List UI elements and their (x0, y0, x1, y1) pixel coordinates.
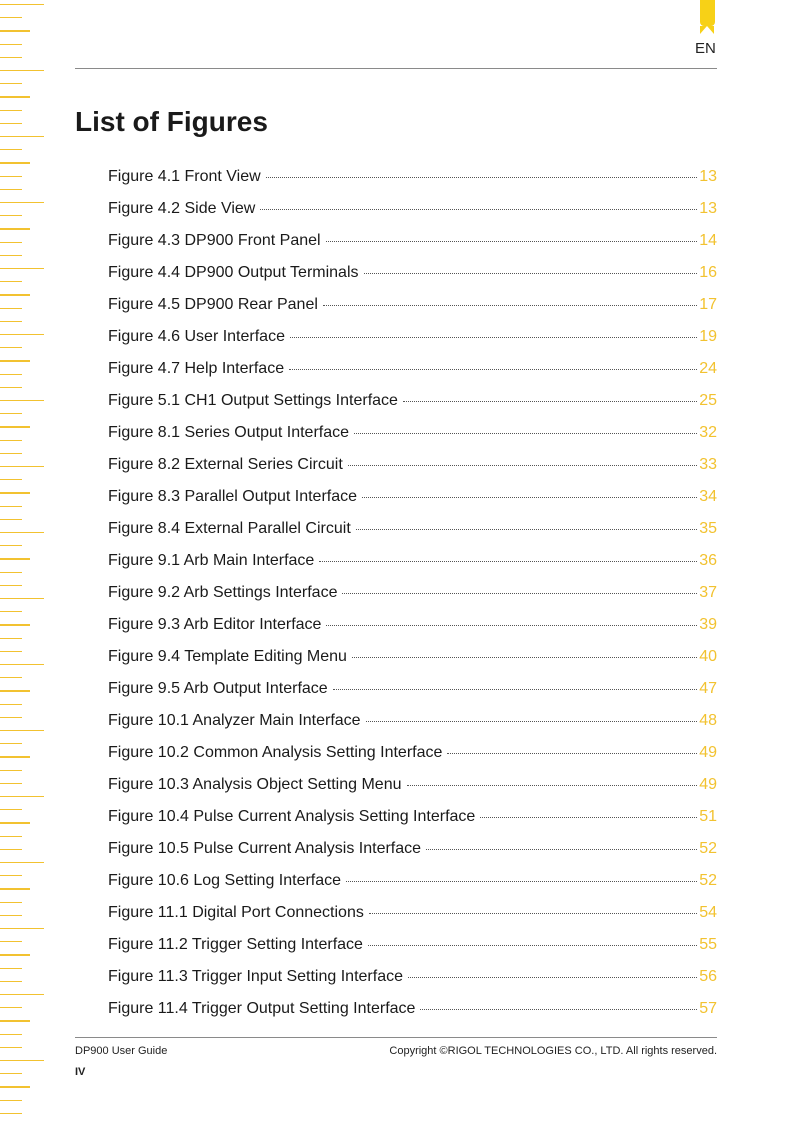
ruler-tick (0, 215, 22, 216)
figure-entry-page[interactable]: 57 (699, 1000, 717, 1017)
figure-entry-page[interactable]: 17 (699, 296, 717, 313)
dot-leader (362, 497, 697, 498)
ruler-tick (0, 255, 22, 256)
ruler-tick (0, 426, 30, 427)
figure-entry-page[interactable]: 13 (699, 200, 717, 217)
figure-entry-label: Figure 9.3 Arb Editor Interface (108, 616, 322, 633)
footer-divider (75, 1037, 717, 1038)
figure-entry-label: Figure 4.2 Side View (108, 200, 256, 217)
ruler-tick (0, 664, 44, 665)
ruler-tick (0, 756, 30, 757)
ruler-tick (0, 374, 22, 375)
footer-document-name: DP900 User Guide (75, 1045, 168, 1057)
ruler-tick (0, 294, 30, 295)
figure-entry-page[interactable]: 36 (699, 552, 717, 569)
dot-leader (426, 849, 697, 850)
ruler-tick (0, 202, 44, 203)
page-edge-ruler (0, 0, 46, 1122)
ruler-tick (0, 968, 22, 969)
figure-entry[interactable] (108, 200, 717, 232)
ruler-tick (0, 453, 22, 454)
ruler-tick (0, 954, 30, 955)
figure-entry-label: Figure 11.1 Digital Port Connections (108, 904, 364, 921)
dot-leader (326, 625, 697, 626)
ruler-tick (0, 677, 22, 678)
figure-entry-page[interactable]: 56 (699, 968, 717, 985)
ruler-tick (0, 572, 22, 573)
ruler-tick (0, 875, 22, 876)
figure-entry-label: Figure 10.5 Pulse Current Analysis Interface (108, 840, 422, 857)
ruler-tick (0, 902, 22, 903)
dot-leader (447, 753, 697, 754)
figure-entry[interactable] (108, 648, 717, 680)
figure-entry-page[interactable]: 16 (699, 264, 717, 281)
figure-entry-label: Figure 4.1 Front View (108, 168, 261, 185)
figure-entry-label: Figure 4.3 DP900 Front Panel (108, 232, 321, 249)
language-tab-marker (700, 0, 715, 26)
ruler-tick (0, 545, 22, 546)
figure-entry[interactable] (108, 168, 717, 200)
figure-entry-page[interactable]: 52 (699, 872, 717, 889)
figure-entry[interactable] (108, 328, 717, 360)
figure-entry[interactable] (108, 424, 717, 456)
figure-entry[interactable] (108, 712, 717, 744)
ruler-tick (0, 17, 22, 18)
ruler-tick (0, 387, 22, 388)
figure-entry-page[interactable]: 13 (699, 168, 717, 185)
footer-copyright: Copyright ©RIGOL TECHNOLOGIES CO., LTD. All rights reserved. (389, 1045, 717, 1057)
ruler-tick (0, 624, 30, 625)
ruler-tick (0, 30, 30, 31)
ruler-tick (0, 1060, 44, 1061)
dot-leader (407, 785, 698, 786)
page-title: List of Figures (75, 106, 268, 137)
figure-entry-page[interactable]: 14 (699, 232, 717, 249)
ruler-tick (0, 717, 22, 718)
dot-leader (369, 913, 697, 914)
dot-leader (368, 945, 697, 946)
ruler-tick (0, 1113, 22, 1114)
ruler-tick (0, 506, 22, 507)
figure-entry-label: Figure 4.5 DP900 Rear Panel (108, 296, 318, 313)
figure-entry-label: Figure 9.5 Arb Output Interface (108, 680, 328, 697)
ruler-tick (0, 176, 22, 177)
ruler-tick (0, 149, 22, 150)
dot-leader (352, 657, 697, 658)
ruler-tick (0, 479, 22, 480)
figure-entry[interactable] (108, 488, 717, 520)
figure-entry-label: Figure 8.2 External Series Circuit (108, 456, 343, 473)
figure-entry[interactable] (108, 552, 717, 584)
ruler-tick (0, 611, 22, 612)
ruler-tick (0, 268, 44, 269)
figure-entry[interactable] (108, 456, 717, 488)
ruler-tick (0, 334, 44, 335)
figure-entry-page[interactable]: 40 (699, 648, 717, 665)
figure-entry-page[interactable]: 47 (699, 680, 717, 697)
figure-entry-page[interactable]: 49 (699, 744, 717, 761)
ruler-tick (0, 1086, 30, 1087)
dot-leader (289, 369, 697, 370)
dot-leader (333, 689, 698, 690)
page-number: IV (75, 1066, 86, 1078)
ruler-tick (0, 915, 22, 916)
dot-leader (420, 1009, 697, 1010)
ruler-tick (0, 189, 22, 190)
ruler-tick (0, 466, 44, 467)
ruler-tick (0, 136, 44, 137)
figure-entry-page[interactable]: 34 (699, 488, 717, 505)
ruler-tick (0, 110, 22, 111)
ruler-tick (0, 770, 22, 771)
ruler-tick (0, 928, 44, 929)
dot-leader (323, 305, 697, 306)
figure-entry[interactable] (108, 744, 717, 776)
figure-entry-label: Figure 8.3 Parallel Output Interface (108, 488, 358, 505)
ruler-tick (0, 532, 44, 533)
dot-leader (319, 561, 697, 562)
ruler-tick (0, 96, 30, 97)
ruler-tick (0, 360, 30, 361)
figure-entry[interactable] (108, 968, 717, 1000)
ruler-tick (0, 321, 22, 322)
ruler-tick (0, 308, 22, 309)
figure-entry[interactable] (108, 264, 717, 296)
figure-entry[interactable] (108, 392, 717, 424)
figure-entry-page[interactable]: 49 (699, 776, 717, 793)
ruler-tick (0, 743, 22, 744)
figure-entry-label: Figure 4.4 DP900 Output Terminals (108, 264, 359, 281)
figure-entry-page[interactable]: 32 (699, 424, 717, 441)
figure-entry[interactable] (108, 296, 717, 328)
ruler-tick (0, 836, 22, 837)
figure-entry-label: Figure 4.7 Help Interface (108, 360, 285, 377)
figure-entry-label: Figure 8.1 Series Output Interface (108, 424, 350, 441)
figure-entry[interactable] (108, 776, 717, 808)
ruler-tick (0, 994, 44, 995)
dot-leader (364, 273, 698, 274)
figure-entry[interactable] (108, 520, 717, 552)
ruler-tick (0, 690, 30, 691)
figure-entry-page[interactable]: 54 (699, 904, 717, 921)
ruler-tick (0, 1100, 22, 1101)
figure-entry-page[interactable]: 37 (699, 584, 717, 601)
dot-leader (408, 977, 697, 978)
figure-entry-page[interactable]: 25 (699, 392, 717, 409)
figure-entry[interactable] (108, 840, 717, 872)
figure-entry-label: Figure 10.6 Log Setting Interface (108, 872, 342, 889)
dot-leader (366, 721, 698, 722)
ruler-tick (0, 809, 22, 810)
figure-entry[interactable] (108, 360, 717, 392)
figure-entry[interactable] (108, 1000, 717, 1032)
ruler-tick (0, 1047, 22, 1048)
figure-entry-label: Figure 10.3 Analysis Object Setting Menu (108, 776, 402, 793)
figure-entry-label: Figure 9.4 Template Editing Menu (108, 648, 347, 665)
figure-entry-page[interactable]: 55 (699, 936, 717, 953)
ruler-tick (0, 862, 44, 863)
figure-entry-page[interactable]: 35 (699, 520, 717, 537)
ruler-tick (0, 123, 22, 124)
ruler-tick (0, 413, 22, 414)
ruler-tick (0, 4, 44, 5)
ruler-tick (0, 981, 22, 982)
dot-leader (403, 401, 697, 402)
ruler-tick (0, 796, 44, 797)
ruler-tick (0, 651, 22, 652)
ruler-tick (0, 730, 44, 731)
ruler-tick (0, 1020, 30, 1021)
figure-entry-label: Figure 5.1 CH1 Output Settings Interface (108, 392, 398, 409)
ruler-tick (0, 162, 30, 163)
ruler-tick (0, 1034, 22, 1035)
dot-leader (354, 433, 697, 434)
dot-leader (348, 465, 697, 466)
figure-entry-page[interactable]: 19 (699, 328, 717, 345)
figure-entry-page[interactable]: 51 (699, 808, 717, 825)
dot-leader (346, 881, 697, 882)
figure-entry-label: Figure 11.2 Trigger Setting Interface (108, 936, 363, 953)
figure-entry-page[interactable]: 48 (699, 712, 717, 729)
figure-entry-page[interactable]: 52 (699, 840, 717, 857)
figure-entry[interactable] (108, 680, 717, 712)
dot-leader (356, 529, 697, 530)
ruler-tick (0, 822, 30, 823)
ruler-tick (0, 281, 22, 282)
ruler-tick (0, 704, 22, 705)
ruler-tick (0, 228, 30, 229)
ruler-tick (0, 242, 22, 243)
figure-entry-page[interactable]: 39 (699, 616, 717, 633)
ruler-tick (0, 585, 22, 586)
figure-entry-label: Figure 10.4 Pulse Current Analysis Setting Interface (108, 808, 476, 825)
figure-entry-label: Figure 8.4 External Parallel Circuit (108, 520, 351, 537)
dot-leader (290, 337, 697, 338)
ruler-tick (0, 347, 22, 348)
figure-entry[interactable] (108, 584, 717, 616)
figure-entry[interactable] (108, 936, 717, 968)
ruler-tick (0, 888, 30, 889)
figure-entry-label: Figure 9.2 Arb Settings Interface (108, 584, 338, 601)
ruler-tick (0, 1073, 22, 1074)
ruler-tick (0, 941, 22, 942)
figure-entry-page[interactable]: 24 (699, 360, 717, 377)
ruler-tick (0, 57, 22, 58)
ruler-tick (0, 70, 44, 71)
ruler-tick (0, 1007, 22, 1008)
figure-entry-label: Figure 11.4 Trigger Output Setting Interface (108, 1000, 416, 1017)
dot-leader (326, 241, 698, 242)
ruler-tick (0, 558, 30, 559)
dot-leader (266, 177, 698, 178)
figure-entry-label: Figure 4.6 User Interface (108, 328, 285, 345)
ruler-tick (0, 783, 22, 784)
ruler-tick (0, 598, 44, 599)
figure-entry[interactable] (108, 232, 717, 264)
ruler-tick (0, 44, 22, 45)
figure-entry[interactable] (108, 616, 717, 648)
dot-leader (260, 209, 697, 210)
figure-entry-label: Figure 11.3 Trigger Input Setting Interface (108, 968, 403, 985)
language-label: EN (695, 40, 716, 57)
dot-leader (342, 593, 697, 594)
ruler-tick (0, 492, 30, 493)
ruler-tick (0, 849, 22, 850)
ruler-tick (0, 440, 22, 441)
figure-entry-page[interactable]: 33 (699, 456, 717, 473)
ruler-tick (0, 638, 22, 639)
ruler-tick (0, 519, 22, 520)
ruler-tick (0, 400, 44, 401)
dot-leader (480, 817, 697, 818)
figure-entry[interactable] (108, 904, 717, 936)
figure-entry[interactable] (108, 808, 717, 840)
figure-entry-label: Figure 10.1 Analyzer Main Interface (108, 712, 361, 729)
figure-list (108, 168, 717, 1032)
figure-entry[interactable] (108, 872, 717, 904)
figure-entry-label: Figure 10.2 Common Analysis Setting Interface (108, 744, 443, 761)
ruler-tick (0, 83, 22, 84)
header-divider (75, 68, 717, 69)
figure-entry-label: Figure 9.1 Arb Main Interface (108, 552, 315, 569)
